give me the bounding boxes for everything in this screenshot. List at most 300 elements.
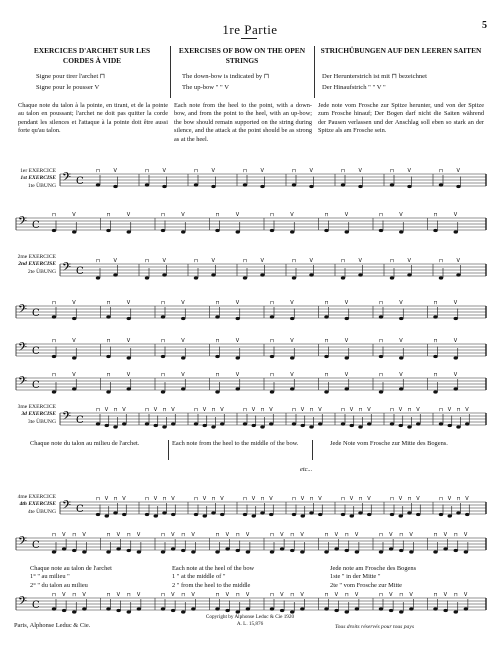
note-head: [246, 607, 250, 610]
common-time-icon: C: [32, 346, 40, 357]
note-head: [243, 276, 247, 279]
up-bow-icon: V: [225, 592, 230, 598]
down-bow-icon: ⊓: [96, 258, 100, 264]
up-bow-icon: V: [116, 532, 121, 538]
note-head: [355, 607, 359, 610]
down-bow-icon: ⊓: [290, 532, 295, 538]
up-bow-icon: V: [245, 592, 250, 598]
note-head: [105, 514, 109, 517]
down-bow-icon: ⊓: [52, 212, 56, 218]
down-bow-icon: ⊓: [439, 407, 443, 413]
up-bow-icon: V: [344, 300, 349, 306]
french-sign-line-2: Signe pour le pousser V: [36, 84, 100, 91]
note-head: [113, 273, 117, 276]
note-head: [269, 513, 273, 516]
note-head: [456, 273, 460, 276]
note-head: [171, 547, 175, 550]
note-head: [439, 513, 443, 516]
up-bow-icon: V: [153, 496, 158, 502]
down-bow-icon: ⊓: [145, 496, 149, 502]
note-head: [137, 607, 141, 610]
mid-text-2-de-line-3: 2te " vom Frosche zur Mitte: [330, 581, 403, 589]
staff-4: [12, 298, 488, 328]
note-head: [355, 550, 359, 553]
note-head: [171, 422, 175, 425]
note-head: [270, 229, 274, 232]
note-head: [318, 422, 322, 425]
down-bow-icon: ⊓: [96, 496, 100, 502]
publisher-footer: Paris, Alphonse Leduc & Cie.: [14, 622, 91, 629]
note-head: [301, 514, 305, 517]
down-bow-icon: ⊓: [439, 258, 443, 264]
down-bow-icon: ⊓: [324, 212, 329, 218]
down-bow-icon: ⊓: [215, 592, 220, 598]
note-head: [215, 355, 219, 358]
mid-text-2-fr-line-2: 1° " au milieu ": [30, 573, 70, 581]
up-bow-icon: V: [191, 532, 195, 538]
exercise-4-de: 4te ÜBUNG: [27, 508, 56, 515]
bass-clef-icon: 𝄢: [62, 171, 72, 187]
down-bow-icon: ⊓: [260, 496, 265, 502]
down-bow-icon: ⊓: [290, 592, 295, 598]
bass-clef-icon: 𝄢: [62, 410, 72, 426]
down-bow-icon: ⊓: [52, 372, 56, 378]
note-head: [260, 273, 264, 276]
note-head: [318, 513, 322, 516]
english-sign-line-2: The up-bow " " V: [182, 84, 230, 91]
note-head: [341, 183, 345, 186]
down-bow-icon: ⊓: [145, 168, 149, 174]
title-underline: [241, 38, 257, 39]
note-head: [181, 549, 185, 552]
note-head: [456, 511, 460, 514]
up-bow-icon: V: [122, 407, 126, 413]
up-bow-icon: V: [280, 592, 284, 598]
note-head: [379, 390, 383, 393]
note-head: [270, 315, 274, 318]
note-head: [270, 607, 274, 610]
note-head: [334, 547, 338, 550]
note-head: [439, 422, 443, 425]
note-head: [454, 549, 458, 552]
note-head: [145, 276, 149, 279]
bass-clef-icon: 𝄢: [62, 499, 72, 515]
up-bow-icon: V: [269, 407, 273, 413]
note-head: [433, 355, 437, 358]
up-bow-icon: V: [62, 532, 66, 538]
down-bow-icon: ⊓: [235, 592, 240, 598]
common-time-icon: C: [32, 380, 40, 391]
note-head: [82, 550, 86, 553]
up-bow-icon: V: [389, 592, 393, 598]
up-bow-icon: V: [456, 168, 460, 174]
note-head: [367, 422, 371, 425]
up-bow-icon: V: [104, 407, 109, 413]
german-sign-line-2: Der Hinaufstrich " " V ": [322, 84, 386, 91]
note-head: [300, 607, 304, 610]
up-bow-icon: V: [82, 532, 86, 538]
up-bow-icon: V: [269, 496, 273, 502]
staff-1: [12, 166, 488, 196]
note-head: [96, 183, 100, 186]
exercise-1-de: 1te ÜBUNG: [27, 182, 56, 189]
note-head: [324, 550, 328, 553]
note-head: [122, 513, 126, 516]
common-time-icon: C: [32, 308, 40, 319]
note-head: [106, 390, 110, 393]
up-bow-icon: V: [300, 592, 304, 598]
note-head: [433, 550, 437, 553]
plate-number: A. L. 15,876: [236, 621, 264, 627]
french-heading: EXERCICES D'ARCHET SUR LES CORDES À VIDE: [33, 46, 151, 65]
up-bow-icon: V: [211, 258, 215, 264]
up-bow-icon: V: [235, 372, 240, 378]
exercise-1-fr: 1er EXERCICE: [20, 168, 56, 174]
note-head: [433, 390, 437, 393]
down-bow-icon: ⊓: [72, 532, 77, 538]
up-bow-icon: V: [280, 532, 284, 538]
note-head: [416, 422, 420, 425]
mid-text-2-en-line-3: 2 " from the heel to the middle: [172, 581, 251, 589]
note-head: [390, 276, 394, 279]
down-bow-icon: ⊓: [433, 592, 438, 598]
note-head: [62, 547, 66, 550]
note-head: [433, 229, 437, 232]
note-head: [127, 317, 131, 320]
note-head: [407, 273, 411, 276]
down-bow-icon: ⊓: [106, 212, 111, 218]
note-head: [162, 511, 166, 514]
up-bow-icon: V: [220, 407, 224, 413]
note-head: [292, 422, 296, 425]
note-head: [252, 514, 256, 517]
note-head: [161, 315, 165, 318]
note-head: [243, 183, 247, 186]
note-head: [324, 390, 328, 393]
down-bow-icon: ⊓: [211, 407, 216, 413]
note-head: [137, 550, 141, 553]
down-bow-icon: ⊓: [358, 407, 363, 413]
note-head: [454, 356, 458, 359]
note-head: [345, 230, 349, 233]
exercise-3-de: 3te ÜBUNG: [27, 418, 56, 425]
note-head: [341, 276, 345, 279]
note-head: [161, 390, 165, 393]
note-head: [309, 273, 313, 276]
note-head: [106, 607, 110, 610]
note-head: [389, 547, 393, 550]
down-bow-icon: ⊓: [181, 592, 186, 598]
exercise-4-fr: 4me EXERCICE: [17, 494, 56, 500]
note-head: [456, 425, 460, 428]
down-bow-icon: ⊓: [194, 496, 198, 502]
up-bow-icon: V: [181, 372, 185, 378]
down-bow-icon: ⊓: [379, 212, 383, 218]
down-bow-icon: ⊓: [341, 496, 345, 502]
up-bow-icon: V: [453, 372, 458, 378]
up-bow-icon: V: [181, 338, 185, 344]
etc-marking: etc...: [300, 466, 313, 473]
note-head: [72, 230, 76, 233]
bass-clef-icon: 𝄢: [18, 535, 28, 551]
up-bow-icon: V: [202, 407, 207, 413]
down-bow-icon: ⊓: [161, 338, 165, 344]
exercise-2-fr: 2me EXERCICE: [17, 254, 56, 260]
up-bow-icon: V: [300, 532, 304, 538]
exercise-4-en: 4th EXERCISE: [19, 501, 56, 508]
down-bow-icon: ⊓: [96, 168, 100, 174]
down-bow-icon: ⊓: [161, 372, 165, 378]
bass-clef-icon: 𝄢: [18, 375, 28, 391]
note-head: [324, 355, 328, 358]
down-bow-icon: ⊓: [215, 532, 220, 538]
note-head: [280, 609, 284, 612]
down-bow-icon: ⊓: [341, 258, 345, 264]
note-head: [52, 550, 56, 553]
note-head: [367, 513, 371, 516]
note-head: [345, 387, 349, 390]
staff-3: [12, 256, 488, 286]
note-head: [225, 547, 229, 550]
note-head: [464, 607, 468, 610]
note-head: [243, 513, 247, 516]
down-bow-icon: ⊓: [161, 592, 165, 598]
note-head: [145, 513, 149, 516]
note-head: [203, 514, 207, 517]
up-bow-icon: V: [300, 407, 305, 413]
up-bow-icon: V: [136, 592, 141, 598]
note-head: [341, 513, 345, 516]
note-head: [439, 276, 443, 279]
note-head: [292, 276, 296, 279]
down-bow-icon: ⊓: [309, 407, 314, 413]
up-bow-icon: V: [113, 168, 117, 174]
note-head: [465, 422, 469, 425]
note-head: [106, 229, 110, 232]
down-bow-icon: ⊓: [126, 592, 131, 598]
note-head: [290, 387, 294, 390]
note-head: [270, 550, 274, 553]
bass-clef-icon: 𝄢: [18, 303, 28, 319]
up-bow-icon: V: [235, 212, 240, 218]
note-head: [127, 356, 131, 359]
down-bow-icon: ⊓: [399, 532, 404, 538]
note-head: [113, 511, 117, 514]
french-paragraph: Chaque note du talon à la pointe, en tirant, et de la pointe au talon en poussant; l'archet ne doit pas quitter la corde pendant les silences et l'attaque à la pointe doit être aussi forte qu'au talon.: [18, 102, 168, 135]
note-head: [127, 387, 131, 390]
mid-text-1-en: Each note from the heel to the middle of the bow.: [172, 440, 299, 447]
note-head: [324, 607, 328, 610]
down-bow-icon: ⊓: [439, 496, 443, 502]
down-bow-icon: ⊓: [106, 372, 111, 378]
note-head: [399, 549, 403, 552]
note-head: [358, 425, 362, 428]
note-head: [171, 609, 175, 612]
note-head: [345, 356, 349, 359]
up-bow-icon: V: [126, 372, 131, 378]
up-bow-icon: V: [409, 592, 413, 598]
note-head: [215, 315, 219, 318]
note-head: [301, 424, 305, 427]
note-head: [345, 549, 349, 552]
note-head: [72, 356, 76, 359]
up-bow-icon: V: [354, 592, 359, 598]
down-bow-icon: ⊓: [106, 338, 111, 344]
note-head: [211, 511, 215, 514]
up-bow-icon: V: [72, 212, 76, 218]
down-bow-icon: ⊓: [194, 258, 198, 264]
up-bow-icon: V: [416, 407, 420, 413]
note-head: [220, 422, 224, 425]
german-paragraph: Jede note vom Frosche zur Spitze herunter, und von der Spitze zum Frosche hinauf; Der Bogen darf nicht die Saiten während der Pausen verlassen und der Anschlag soll eben so stark an der Spitze als am Frosche sein.: [318, 102, 484, 135]
note-head: [443, 609, 447, 612]
note-head: [236, 356, 240, 359]
up-bow-icon: V: [62, 592, 66, 598]
note-head: [52, 390, 56, 393]
up-bow-icon: V: [113, 258, 117, 264]
note-head: [194, 422, 198, 425]
note-head: [154, 424, 158, 427]
bass-clef-icon: 𝄢: [18, 595, 28, 611]
note-head: [379, 315, 383, 318]
english-heading: EXERCISES OF BOW ON THE OPEN STRINGS: [178, 46, 306, 65]
note-head: [145, 422, 149, 425]
note-head: [194, 276, 198, 279]
note-head: [407, 511, 411, 514]
mid-text-2-de-line-2: 1ste " in der Mitte ": [330, 573, 381, 581]
down-bow-icon: ⊓: [456, 496, 461, 502]
note-head: [211, 185, 215, 188]
note-head: [72, 387, 76, 390]
up-bow-icon: V: [162, 258, 166, 264]
up-bow-icon: V: [171, 496, 175, 502]
note-head: [448, 424, 452, 427]
down-bow-icon: ⊓: [433, 338, 438, 344]
down-bow-icon: ⊓: [379, 532, 383, 538]
mid-text-2-fr-line-1: Chaque note au talon de l'archet: [30, 565, 112, 572]
up-bow-icon: V: [290, 372, 294, 378]
note-head: [154, 514, 158, 517]
up-bow-icon: V: [407, 168, 411, 174]
up-bow-icon: V: [245, 532, 250, 538]
note-head: [290, 230, 294, 233]
up-bow-icon: V: [309, 258, 313, 264]
staff-9: [12, 530, 488, 560]
down-bow-icon: ⊓: [270, 532, 274, 538]
note-head: [454, 387, 458, 390]
up-bow-icon: V: [443, 592, 448, 598]
up-bow-icon: V: [358, 258, 362, 264]
down-bow-icon: ⊓: [243, 496, 247, 502]
up-bow-icon: V: [251, 407, 256, 413]
note-head: [350, 514, 354, 517]
up-bow-icon: V: [447, 496, 452, 502]
up-bow-icon: V: [367, 496, 371, 502]
note-head: [116, 547, 120, 550]
up-bow-icon: V: [344, 338, 349, 344]
exercise-2-de: 2te ÜBUNG: [27, 268, 56, 275]
note-head: [236, 549, 240, 552]
english-sign-line-1: The down-bow is indicated by ⊓: [182, 73, 270, 80]
note-head: [324, 229, 328, 232]
note-head: [72, 317, 76, 320]
down-bow-icon: ⊓: [215, 338, 220, 344]
down-bow-icon: ⊓: [270, 338, 274, 344]
down-bow-icon: ⊓: [270, 212, 274, 218]
down-bow-icon: ⊓: [358, 496, 363, 502]
down-bow-icon: ⊓: [309, 496, 314, 502]
down-bow-icon: ⊓: [113, 496, 118, 502]
down-bow-icon: ⊓: [390, 168, 394, 174]
note-head: [236, 230, 240, 233]
up-bow-icon: V: [153, 407, 158, 413]
down-bow-icon: ⊓: [270, 372, 274, 378]
note-head: [122, 422, 126, 425]
down-bow-icon: ⊓: [181, 532, 186, 538]
up-bow-icon: V: [463, 592, 468, 598]
down-bow-icon: ⊓: [433, 532, 438, 538]
up-bow-icon: V: [453, 212, 458, 218]
mid-text-2-en: [172, 565, 322, 590]
note-head: [454, 317, 458, 320]
note-head: [345, 317, 349, 320]
note-head: [113, 425, 117, 428]
note-head: [127, 549, 131, 552]
up-bow-icon: V: [398, 496, 403, 502]
up-bow-icon: V: [162, 168, 166, 174]
exercise-3-en: 3d EXERCISE: [21, 411, 56, 418]
note-head: [379, 229, 383, 232]
common-time-icon: C: [76, 176, 84, 187]
down-bow-icon: ⊓: [433, 212, 438, 218]
up-bow-icon: V: [104, 496, 109, 502]
down-bow-icon: ⊓: [243, 258, 247, 264]
down-bow-icon: ⊓: [52, 532, 56, 538]
down-bow-icon: ⊓: [194, 407, 198, 413]
note-head: [379, 607, 383, 610]
down-bow-icon: ⊓: [407, 407, 412, 413]
up-bow-icon: V: [453, 338, 458, 344]
german-heading: STRICHÜBUNGEN AUF DEN LEEREN SAITEN: [320, 46, 482, 55]
note-head: [82, 607, 86, 610]
german-sign-line-1: Der Herunterstrich ist mit ⊓ bezeichnet: [322, 73, 427, 80]
note-head: [290, 549, 294, 552]
note-head: [162, 273, 166, 276]
mid-text-1-de: Jede Note vom Frosche zur Mitte des Bogens.: [330, 440, 448, 447]
up-bow-icon: V: [453, 300, 458, 306]
note-head: [416, 513, 420, 516]
down-bow-icon: ⊓: [161, 532, 165, 538]
down-bow-icon: ⊓: [324, 338, 329, 344]
note-head: [236, 317, 240, 320]
down-bow-icon: ⊓: [292, 168, 296, 174]
note-head: [379, 550, 383, 553]
down-bow-icon: ⊓: [194, 168, 198, 174]
up-bow-icon: V: [416, 496, 420, 502]
note-head: [252, 424, 256, 427]
down-bow-icon: ⊓: [52, 300, 56, 306]
up-bow-icon: V: [349, 407, 354, 413]
up-bow-icon: V: [465, 407, 469, 413]
up-bow-icon: V: [82, 592, 86, 598]
note-head: [52, 607, 56, 610]
note-head: [433, 315, 437, 318]
up-bow-icon: V: [72, 372, 76, 378]
mid-text-2-de: [330, 565, 490, 590]
up-bow-icon: V: [235, 338, 240, 344]
up-bow-icon: V: [399, 338, 403, 344]
exercise-3-fr: 3me EXERCICE: [17, 404, 56, 410]
